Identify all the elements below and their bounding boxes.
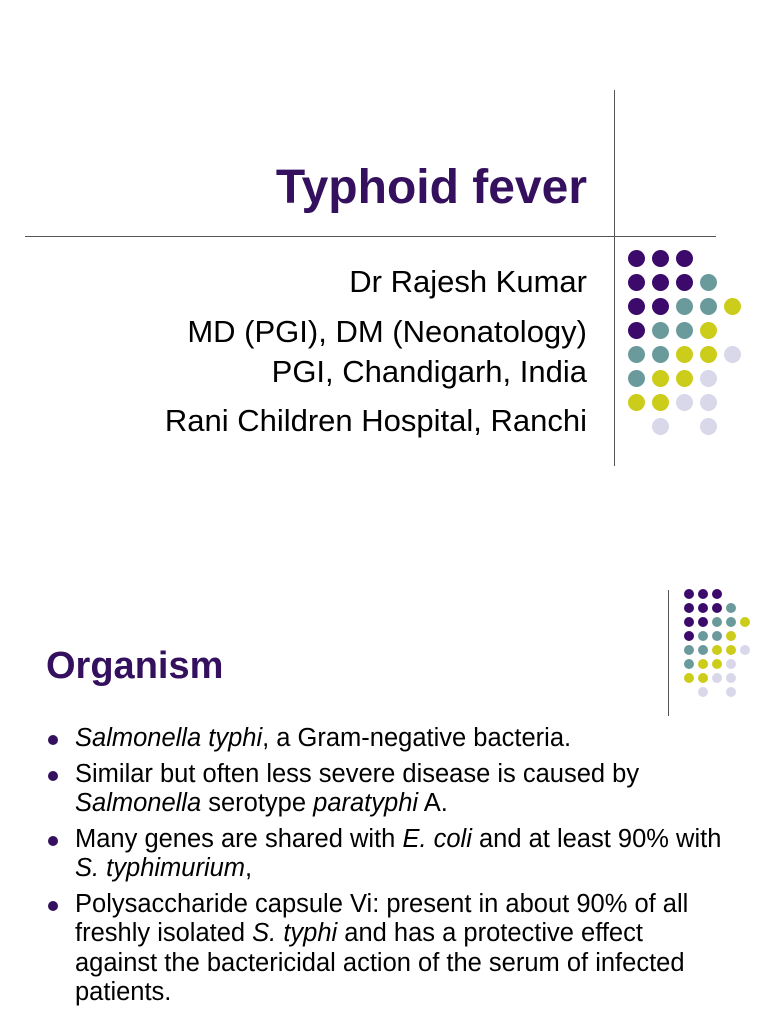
decorative-dot [684,659,694,669]
bullet-text: Salmonella [75,789,202,817]
author-hospital: Rani Children Hospital, Ranchi [164,403,587,438]
decorative-dot [684,589,694,599]
bullet-text: A. [418,789,448,817]
decorative-dot [628,346,645,363]
decorative-dot [698,645,708,655]
decorative-dot [726,617,736,627]
decorative-dot [652,370,669,387]
bullet-text: , a Gram-negative bacteria. [262,724,572,752]
decorative-dot [684,603,694,613]
decorative-dot [652,346,669,363]
decorative-dot [724,298,741,315]
decorative-dot [712,589,722,599]
decorative-dot [712,645,722,655]
bullet-text: S. typhi [252,919,338,947]
decorative-dot [712,673,722,683]
decorative-dot [628,298,645,315]
decorative-dot [676,250,693,267]
bullet-item [45,760,725,819]
decorative-dot [684,645,694,655]
decorative-dot [652,322,669,339]
author-institution: PGI, Chandigarh, India [271,354,587,389]
slide-title: Typhoid fever [275,161,587,214]
decorative-dot [712,603,722,613]
bullet-text: Salmonella typhi [75,724,263,752]
bullet-icon [48,771,58,781]
bullet-text: serotype [201,789,314,817]
decorative-dot-grid [682,587,752,699]
decorative-dot [684,617,694,627]
decorative-dot [628,394,645,411]
bullet-list [45,724,725,1014]
decorative-dot [628,370,645,387]
bullet-text: S. typhimurium [75,854,246,882]
decorative-dot [712,659,722,669]
decorative-dot [676,394,693,411]
decorative-dot [698,673,708,683]
bullet-text: Similar but often less severe disease is caused by [75,759,640,788]
decorative-dot [698,589,708,599]
bullet-item [45,724,725,754]
bullet-icon [48,735,58,745]
bullet-text: and has a protective effect against the bactericidal action of the serum of infected patients. [75,919,685,1006]
slide-title: Organism [46,645,224,687]
decorative-dot [712,617,722,627]
decorative-dot [740,645,750,655]
decorative-dot [698,659,708,669]
decorative-dot [676,322,693,339]
decorative-dot [684,631,694,641]
decorative-dot [726,687,736,697]
bullet-text: paratyphi [313,789,419,817]
content-slide [0,512,768,1024]
decorative-dot [676,274,693,291]
decorative-dot [652,274,669,291]
author-name: Dr Rajesh Kumar [349,264,587,299]
decorative-dot [726,603,736,613]
decorative-dot [698,631,708,641]
decorative-dot [700,298,717,315]
decorative-dot [628,274,645,291]
decorative-dot [628,322,645,339]
decorative-dot [628,250,645,267]
decorative-dot [700,418,717,435]
bullet-text: Many genes are shared with [75,824,403,853]
decorative-dot [676,298,693,315]
decorative-dot-grid [626,248,746,440]
bullet-text: E. coli [402,824,472,853]
bullet-text: , [245,854,253,882]
horizontal-divider [25,236,716,237]
decorative-dot [676,370,693,387]
decorative-dot [676,346,693,363]
bullet-item [45,825,725,884]
decorative-dot [698,617,708,627]
decorative-dot [740,617,750,627]
vertical-divider [614,90,615,466]
decorative-dot [684,673,694,683]
vertical-divider [668,590,669,716]
bullet-icon [48,901,58,911]
decorative-dot [700,394,717,411]
decorative-dot [652,394,669,411]
bullet-text: Polysaccharide capsule Vi: present in about 90% of all freshly isolated [75,889,689,947]
decorative-dot [724,346,741,363]
decorative-dot [726,673,736,683]
decorative-dot [700,370,717,387]
bullet-text: and at least 90% with [471,824,722,853]
author-degrees: MD (PGI), DM (Neonatology) [187,314,587,349]
decorative-dot [726,631,736,641]
decorative-dot [700,346,717,363]
decorative-dot [652,418,669,435]
bullet-icon [48,836,58,846]
decorative-dot [726,645,736,655]
decorative-dot [700,322,717,339]
decorative-dot [700,274,717,291]
bullet-item [45,890,725,1008]
decorative-dot [698,603,708,613]
decorative-dot [698,687,708,697]
decorative-dot [652,250,669,267]
decorative-dot [712,631,722,641]
decorative-dot [652,298,669,315]
decorative-dot [726,659,736,669]
